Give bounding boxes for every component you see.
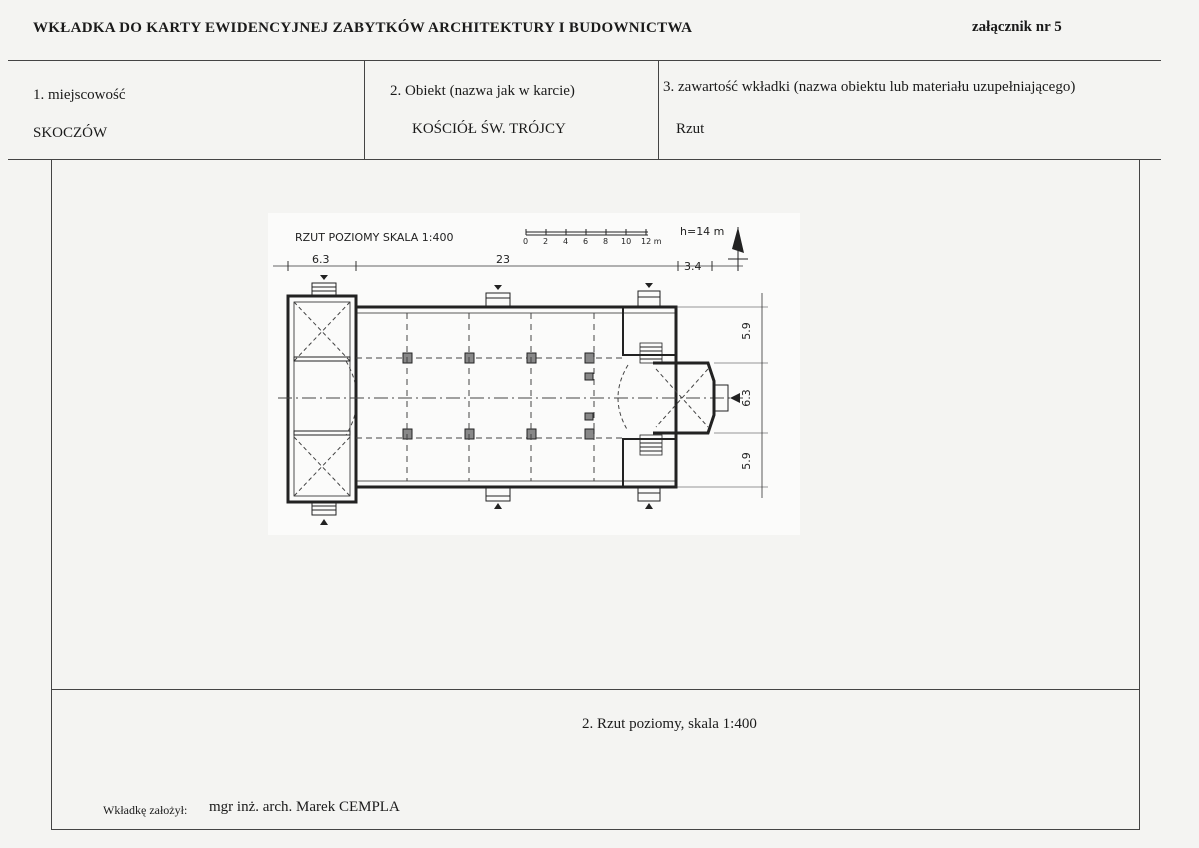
right-dimension-line — [676, 293, 768, 498]
object-label: 2. Obiekt (nazwa jak w karcie) — [390, 83, 575, 99]
top-dimension-line — [273, 253, 743, 273]
contents-label: 3. zawartość wkładki (nazwa obiektu lub materiału uzupełniającego) — [663, 79, 1076, 95]
floor-plan-drawing — [268, 213, 800, 535]
dim-right-3: 5.9 — [740, 452, 753, 470]
author-label: Wkładkę założył: — [103, 803, 188, 817]
author-name: mgr inż. arch. Marek CEMPLA — [209, 799, 400, 815]
locality-label: 1. miejscowość — [33, 87, 126, 103]
column-divider-1 — [364, 60, 365, 159]
drawing-caption: 2. Rzut poziomy, skala 1:400 — [582, 716, 757, 732]
dim-right-2: 6.3 — [740, 389, 753, 407]
page-title: WKŁADKA DO KARTY EWIDENCYJNEJ ZABYTKÓW ARCHITEKTURY I BUDOWNICTWA — [33, 20, 693, 36]
nave — [278, 285, 743, 509]
scale-tick-0: 0 — [523, 237, 529, 246]
contents-value: Rzut — [676, 121, 705, 137]
floor-plan-svg — [268, 213, 800, 535]
drawing-title: RZUT POZIOMY SKALA 1:400 — [295, 231, 454, 244]
scale-tick-6: 6 — [583, 237, 589, 246]
locality-value: SKOCZÓW — [33, 125, 108, 141]
dim-top-left: 6.3 — [312, 253, 330, 266]
chancel — [618, 283, 740, 509]
dim-right-1: 5.9 — [740, 322, 753, 340]
object-value: KOŚCIÓŁ ŚW. TRÓJCY — [412, 121, 566, 137]
scale-tick-4: 4 — [563, 237, 569, 246]
scale-tick-2: 2 — [543, 237, 549, 246]
scale-tick-12: 12 m — [641, 237, 662, 246]
annex-label: załącznik nr 5 — [972, 19, 1062, 35]
column-divider-2 — [658, 60, 659, 159]
scale-tick-8: 8 — [603, 237, 609, 246]
scale-bar — [523, 229, 662, 246]
north-arrow-icon — [728, 227, 748, 271]
dim-top-right: 3.4 — [684, 260, 702, 273]
west-tower — [288, 275, 357, 525]
header-divider — [8, 60, 1161, 61]
scale-tick-10: 10 — [621, 237, 632, 246]
height-note: h=14 m — [680, 225, 725, 238]
dim-top-mid: 23 — [496, 253, 510, 266]
caption-divider — [51, 689, 1140, 690]
